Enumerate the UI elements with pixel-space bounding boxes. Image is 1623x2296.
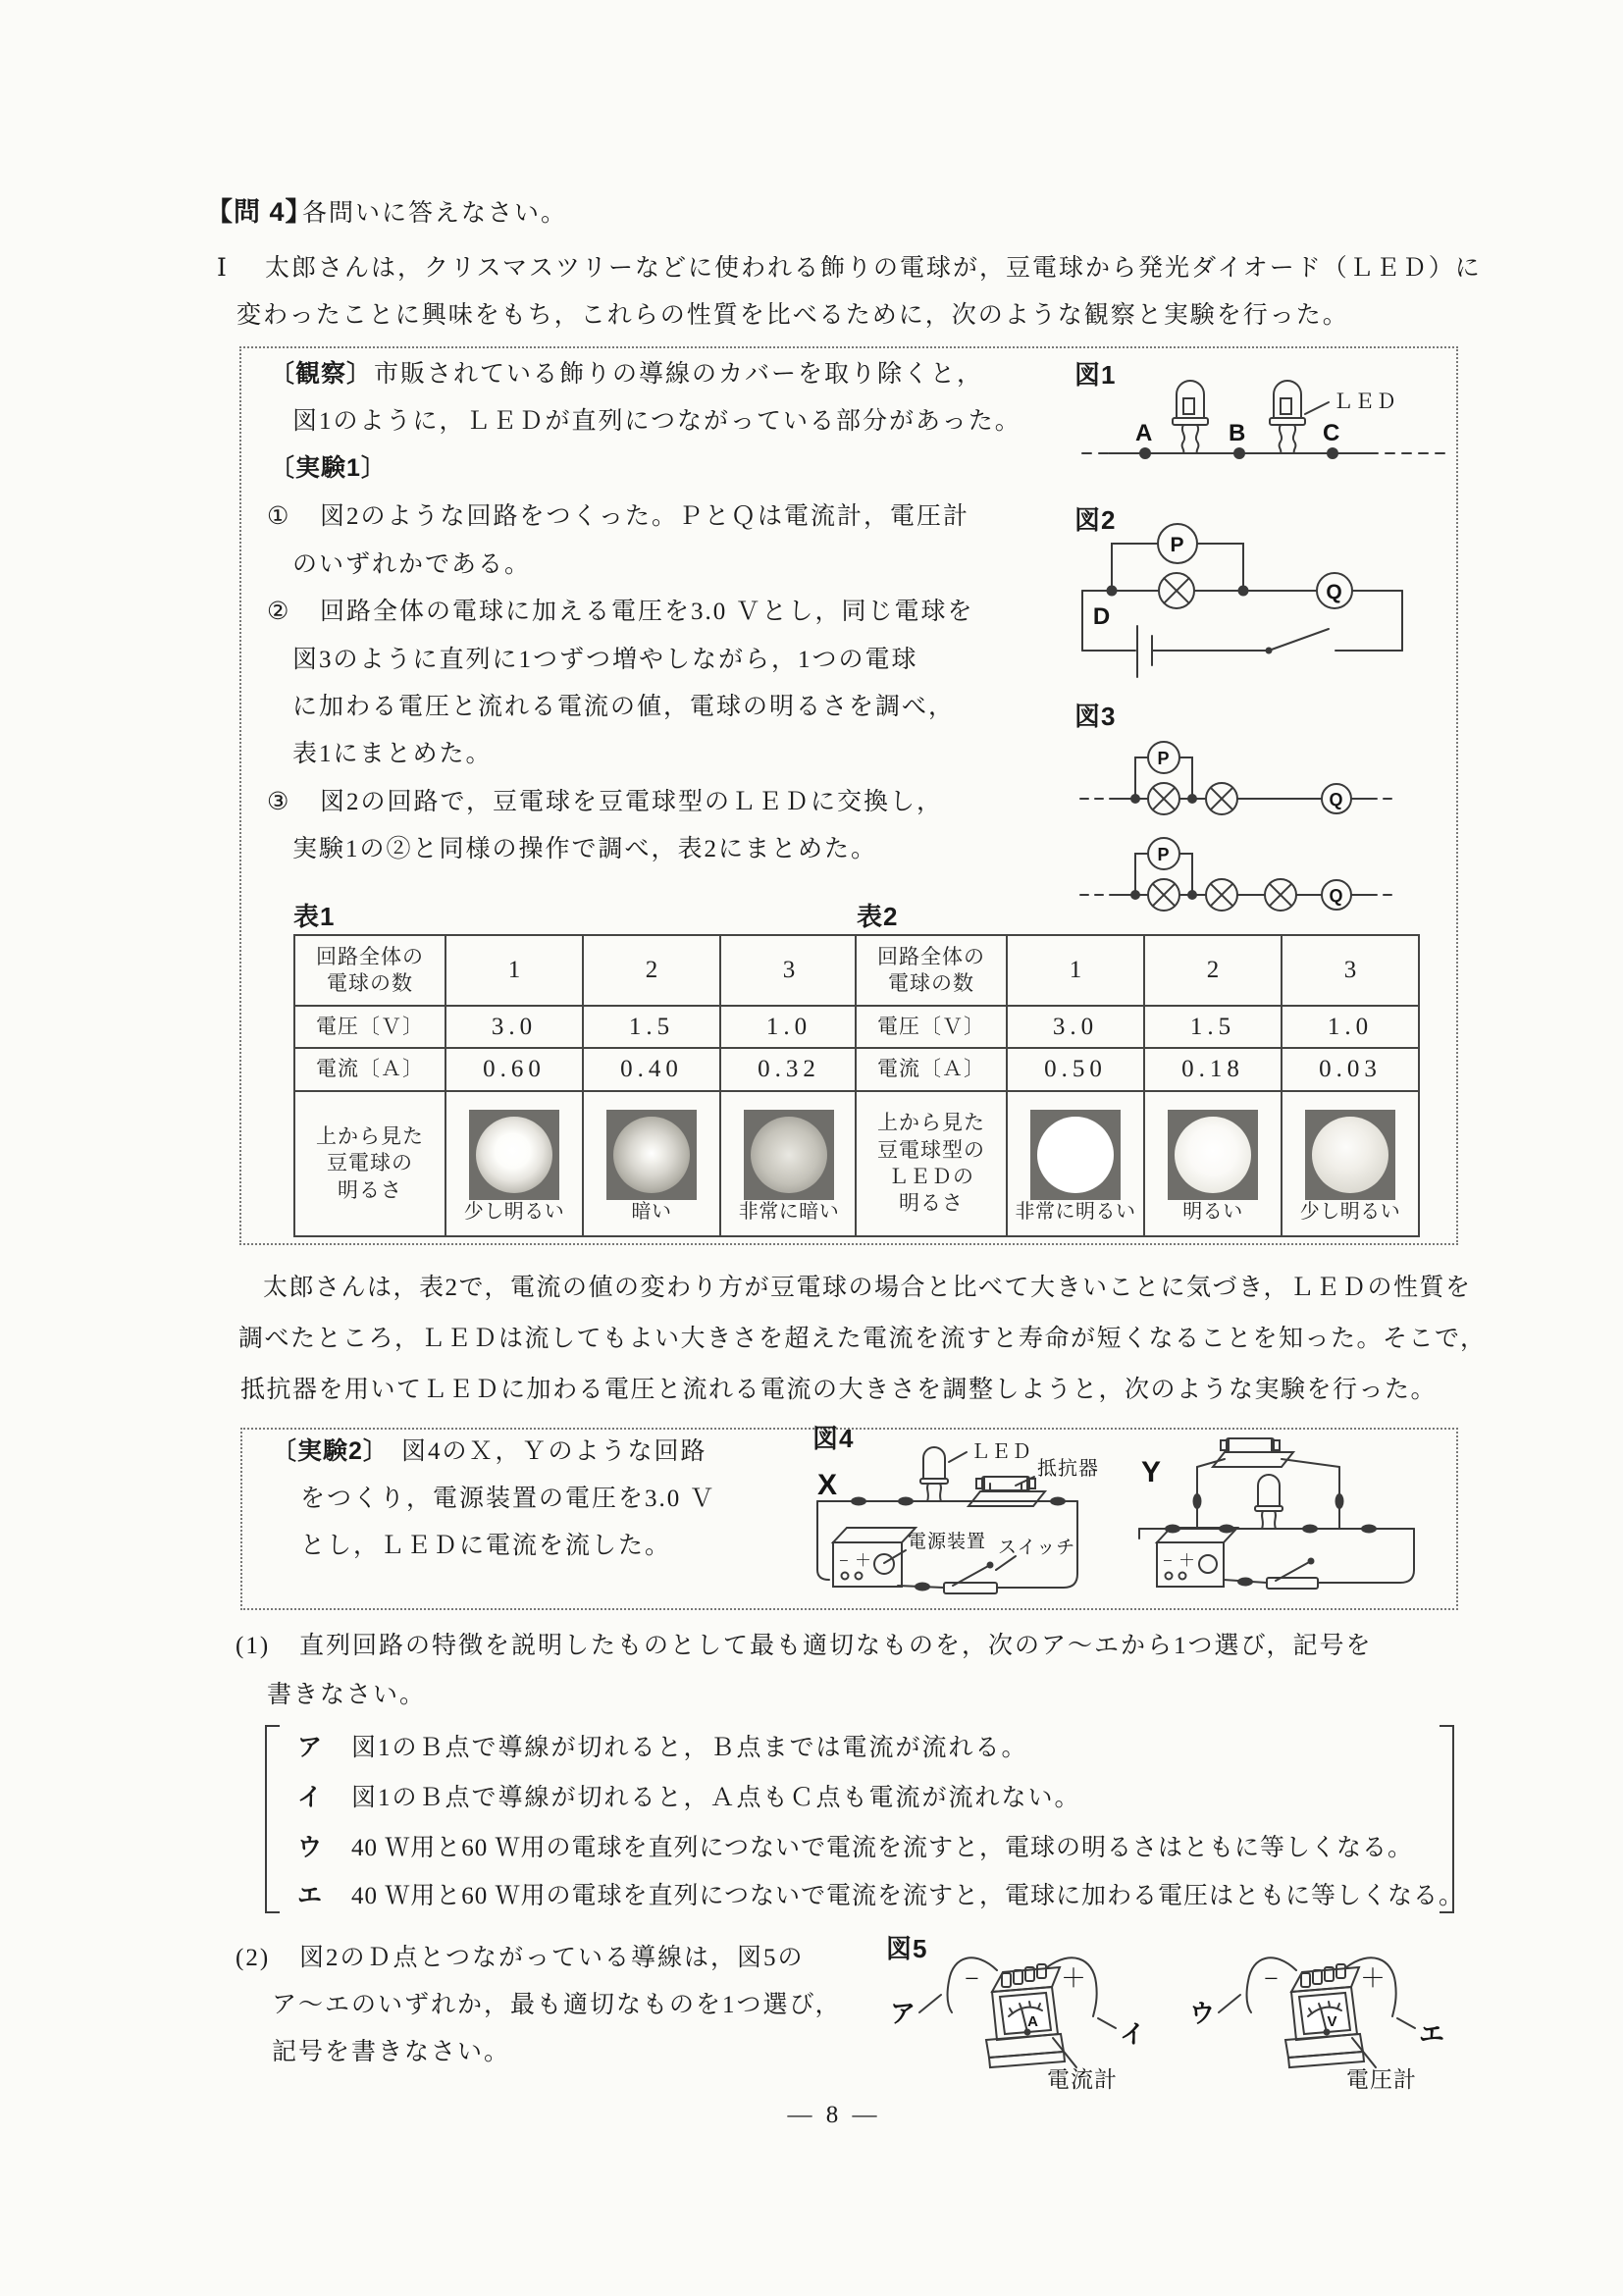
option-text: 図1のＢ点で導線が切れると，Ａ点もＣ点も電流が流れない。 (351, 1785, 1081, 1811)
resistor-icon (1213, 1438, 1293, 1467)
plus-sign: ＋ (1061, 1964, 1088, 1993)
led-icon (920, 1447, 948, 1501)
table1-cell: 3 (720, 935, 858, 1006)
option-text: 図1のＢ点で導線が切れると，Ｂ点までは電流が流れる。 (351, 1735, 1028, 1761)
table1-cell: 2 (583, 935, 720, 1006)
table1-title: 表1 (293, 902, 336, 931)
table1 (293, 934, 859, 1237)
circuit-x-label: X (817, 1469, 839, 1501)
led-icon (1255, 1475, 1283, 1529)
options-bracket-left (265, 1725, 280, 1913)
q2-line: 図2のＤ点とつながっている導線は，図5の (299, 1945, 805, 1971)
paragraph-line: 調べたところ，ＬＥＤは流してもよい大きさを超えた電流を流すと寿命が短くなることを知った。そこで， (238, 1326, 1487, 1352)
wire-clip (1302, 1525, 1318, 1534)
wire-option-e: エ (1419, 2019, 1446, 2049)
step-line: 表1にまとめた。 (292, 741, 493, 767)
section-numeral: Ⅰ (217, 255, 229, 282)
bulb-photo (606, 1110, 697, 1200)
voltmeter-caption: 電圧計 (1346, 2067, 1417, 2092)
step-number: ③ (267, 789, 291, 815)
figure2-circuit-diagram (1074, 520, 1447, 689)
bulb-photo (744, 1110, 834, 1200)
step-line: 回路全体の電球に加える電圧を3.0 Ｖとし，同じ電球を (320, 599, 974, 625)
point-a-dot (1139, 447, 1151, 459)
table2-brightness-cell: 明るい (1144, 1091, 1282, 1236)
table2-row-header: 電圧〔Ｖ〕 (856, 1006, 1007, 1048)
table2-cell: 0.03 (1282, 1048, 1419, 1091)
power-supply-icon (1157, 1528, 1237, 1587)
experiment2-line: をつくり，電源装置の電圧を3.0 Ｖ (300, 1486, 716, 1512)
figure5-meters (878, 1948, 1452, 2100)
node-d-dot (1107, 586, 1118, 597)
table1-cell: 1 (445, 935, 583, 1006)
intro-line: 太郎さんは，クリスマスツリーなどに使われる飾りの電球が，豆電球から発光ダイオード（ＬＥＤ）に (265, 255, 1482, 282)
meter-q-letter: Q (1326, 581, 1343, 603)
node-dot (1238, 586, 1249, 597)
switch-callout-label: スイッチ (998, 1538, 1076, 1558)
table2-cell: 1.0 (1282, 1006, 1419, 1048)
step-number: ② (267, 599, 291, 625)
point-c-dot (1327, 447, 1338, 459)
table2-title: 表2 (857, 902, 899, 931)
wire-clip (898, 1497, 914, 1506)
table1-row-header: 電流〔Ａ〕 (294, 1048, 445, 1091)
step-line: 実験1の②と同様の操作で調べ，表2にまとめた。 (292, 836, 878, 862)
q2-number: (2) (236, 1945, 271, 1971)
table1-brightness-cell: 非常に暗い (720, 1091, 858, 1236)
figure1-label: 図1 (1074, 360, 1117, 390)
svg-text:−: − (839, 1551, 850, 1570)
table1-cell: 0.60 (445, 1048, 583, 1091)
switch-icon (944, 1562, 997, 1594)
table2-cell: 1.5 (1144, 1006, 1282, 1048)
minus-sign: − (965, 1964, 980, 1993)
switch-lever (1269, 629, 1329, 651)
experiment2-line: とし，ＬＥＤに電流を流した。 (300, 1533, 672, 1559)
figure2-label: 図2 (1074, 505, 1117, 535)
table2-brightness-cell: 非常に明るい (1007, 1091, 1144, 1236)
table2-cell: 2 (1144, 935, 1282, 1006)
table1-brightness-cell: 少し明るい (445, 1091, 583, 1236)
table2-cell: 3 (1282, 935, 1419, 1006)
table1-row-header: 回路全体の 電球の数 (294, 935, 445, 1006)
table2-cell: 0.50 (1007, 1048, 1144, 1091)
paragraph-line: 太郎さんは，表2で，電流の値の変わり方が豆電球の場合と比べて大きいことに気づき，ＬＥＤの性質を (263, 1275, 1472, 1301)
table1-cell: 0.32 (720, 1048, 858, 1091)
ammeter-caption: 電流計 (1047, 2067, 1118, 2092)
led-photo (1168, 1110, 1258, 1200)
switch-icon (1267, 1558, 1318, 1590)
power-supply-callout-label: 電源装置 (908, 1532, 987, 1552)
table2 (855, 934, 1420, 1237)
resistor-callout-label: 抵抗器 (1037, 1458, 1099, 1480)
step-number: ① (267, 503, 291, 530)
q2-line: 記号を書きなさい。 (272, 2039, 511, 2065)
wire-option-i: イ (1120, 2019, 1147, 2049)
problem-heading: 【問 4】 (206, 197, 313, 227)
wire-clip (851, 1497, 866, 1506)
observation-label: 〔観察〕 (270, 360, 373, 388)
table2-row-header: 上から見た 豆電球型の ＬＥＤの 明るさ (856, 1091, 1007, 1236)
figure5-label: 図5 (886, 1934, 928, 1963)
option-label: ウ (297, 1834, 324, 1861)
wire-clip (1237, 1578, 1253, 1587)
table2-cell: 0.18 (1144, 1048, 1282, 1091)
meter-p-letter: P (1157, 749, 1171, 768)
q1-line: 直列回路の特徴を説明したものとして最も適切なものを，次のア～エから1つ選び，記号を (299, 1633, 1373, 1659)
meter-p-letter: P (1170, 534, 1185, 556)
meter-q-letter: Q (1329, 790, 1344, 809)
led-photo (1030, 1110, 1121, 1200)
observation-line: 図1のように，ＬＥＤが直列につながっている部分があった。 (292, 408, 1021, 435)
page-number: — 8 — (787, 2102, 881, 2128)
option-text: 40 Ｗ用と60 Ｗ用の電球を直列につないで電流を流すと，電球の明るさはともに等しくなる。 (351, 1835, 1414, 1861)
bulb-photo (469, 1110, 559, 1200)
meter-p-letter: P (1157, 845, 1171, 864)
figure3-series-circuits-diagram (1074, 716, 1447, 922)
table1-row-header: 電圧〔Ｖ〕 (294, 1006, 445, 1048)
table2-row-header: 回路全体の 電球の数 (856, 935, 1007, 1006)
q2-line: ア～エのいずれか，最も適切なものを1つ選び， (272, 1992, 842, 2018)
figure3-label: 図3 (1074, 702, 1117, 731)
figure4-label: 図4 (812, 1424, 855, 1453)
table1-row-header: 上から見た 豆電球の 明るさ (294, 1091, 445, 1236)
option-label: イ (297, 1784, 324, 1811)
option-label: ア (297, 1734, 324, 1761)
experiment2-label: 〔実験2〕 (272, 1437, 389, 1465)
table2-row-header: 電流〔Ａ〕 (856, 1048, 1007, 1091)
circuit-y-label: Y (1141, 1456, 1163, 1488)
point-b-dot (1233, 447, 1245, 459)
step-line: のいずれかである。 (292, 551, 532, 578)
wire-clip (1193, 1493, 1202, 1509)
table1-cell: 1.5 (583, 1006, 720, 1048)
voltmeter-dial-letter: V (1327, 2013, 1338, 2030)
plus-sign: ＋ (1360, 1964, 1387, 1993)
minus-sign: − (1264, 1964, 1280, 1993)
led-photo (1305, 1110, 1395, 1200)
point-a-label: A (1135, 420, 1154, 446)
problem-instruction: 各問いに答えなさい。 (302, 200, 568, 227)
step-line: に加わる電圧と流れる電流の値，電球の明るさを調べ， (292, 694, 956, 720)
option-text: 40 Ｗ用と60 Ｗ用の電球を直列につないで電流を流すと，電球に加わる電圧はともに等しくなる。 (351, 1883, 1465, 1909)
step-line: 図2のような回路をつくった。ＰとＱは電流計，電圧計 (320, 503, 970, 530)
table1-cell: 1.0 (720, 1006, 858, 1048)
table2-cell: 3.0 (1007, 1006, 1144, 1048)
intro-line: 変わったことに興味をもち，これらの性質を比べるために，次のような観察と実験を行った。 (236, 302, 1349, 329)
table1-brightness-cell: 暗い (583, 1091, 720, 1236)
figure4-experiment-circuits (780, 1423, 1440, 1605)
point-c-label: C (1323, 420, 1341, 446)
wire-clip (1335, 1493, 1344, 1509)
step-line: 図3のように直列に1つずつ増やしながら，1つの電球 (292, 647, 918, 673)
wire-clip (1361, 1525, 1377, 1534)
led-callout-label: ＬＥＤ (1333, 390, 1397, 413)
wire-clip (915, 1583, 930, 1592)
table1-cell: 3.0 (445, 1006, 583, 1048)
paragraph-line: 抵抗器を用いてＬＥＤに加わる電圧と流れる電流の大きさを調整しようと，次のような実験を行った。 (240, 1377, 1438, 1403)
table1-cell: 0.40 (583, 1048, 720, 1091)
led-icon (1173, 381, 1208, 453)
experiment1-label: 〔実験1〕 (270, 454, 387, 482)
wire-option-u: ウ (1189, 1999, 1217, 2028)
svg-text:＋: ＋ (1178, 1551, 1196, 1570)
q1-number: (1) (236, 1633, 271, 1659)
option-label: エ (297, 1882, 324, 1909)
table2-cell: 1 (1007, 935, 1144, 1006)
table2-brightness-cell: 少し明るい (1282, 1091, 1419, 1236)
power-supply-icon (833, 1528, 916, 1587)
wire-clip (1050, 1497, 1066, 1506)
svg-text:＋: ＋ (855, 1551, 872, 1570)
experiment2-line: 図4のＸ，Ｙのような回路 (401, 1438, 707, 1465)
step-line: 図2の回路で，豆電球を豆電球型のＬＥＤに交換し， (320, 789, 944, 815)
figure1-led-string-diagram (1079, 373, 1452, 486)
point-b-label: B (1229, 420, 1247, 446)
q1-line: 書きなさい。 (267, 1682, 427, 1708)
wire-option-a: ア (890, 1999, 917, 2028)
led-callout-label: ＬＥＤ (970, 1441, 1032, 1463)
observation-line: 市販されている飾りの導線のカバーを取り除くと， (374, 361, 984, 388)
ammeter-dial-letter: A (1027, 2013, 1039, 2030)
meter-q-letter: Q (1329, 886, 1344, 906)
svg-text:−: − (1163, 1551, 1174, 1570)
led-icon (1270, 381, 1305, 453)
point-d-label: D (1092, 603, 1112, 630)
